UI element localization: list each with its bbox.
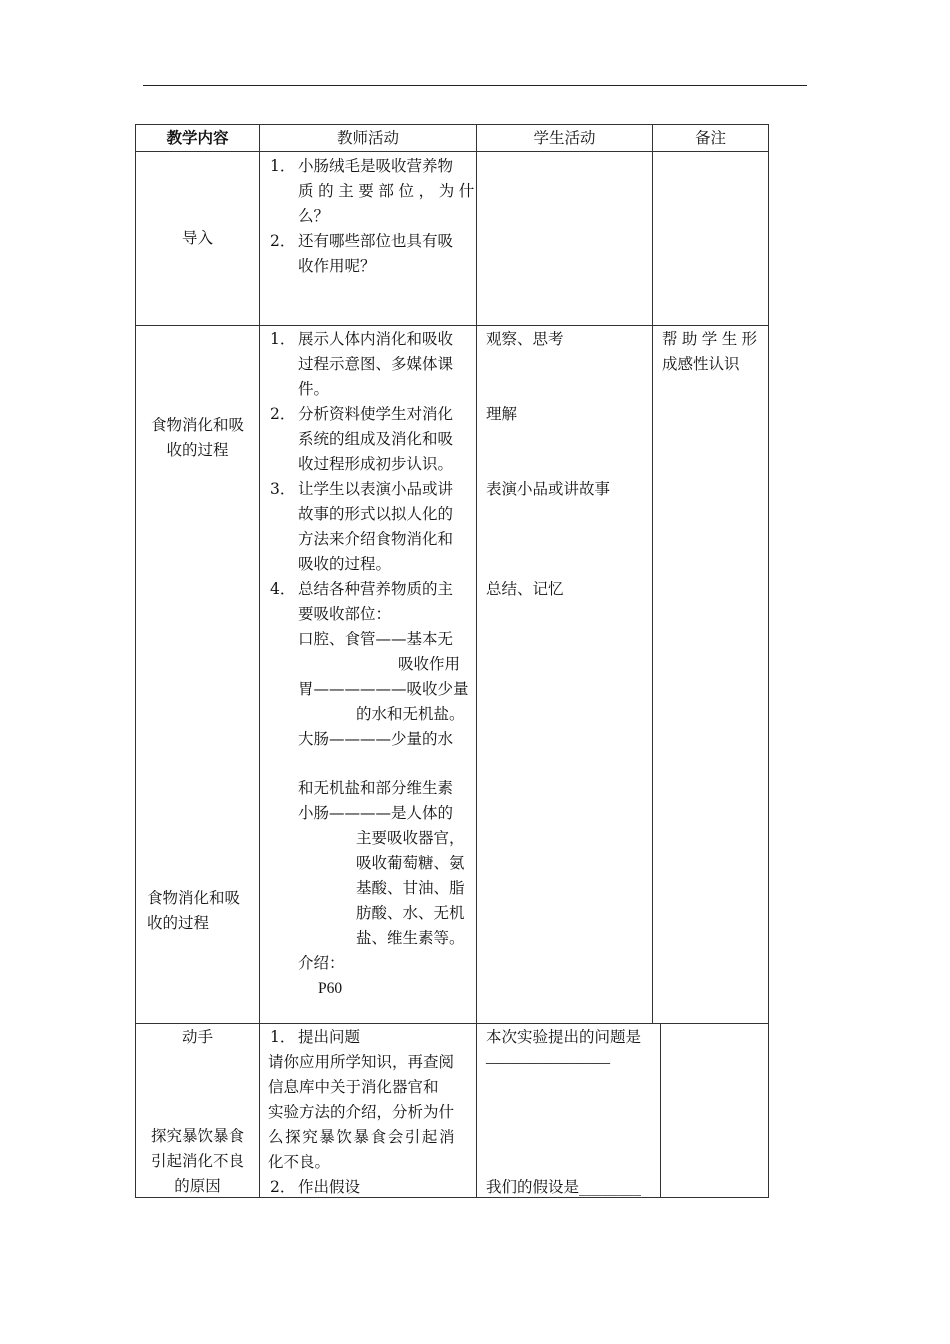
organ-small-intestine: 主要吸收器官，	[356, 829, 465, 847]
process-item-1-num: 1．	[270, 330, 296, 348]
organ-small-intestine: 吸收葡萄糖、氨	[356, 854, 465, 872]
col-divider-1	[259, 125, 260, 1198]
student-question-blank[interactable]: ________________	[486, 1049, 610, 1066]
process-label-bottom: 收的过程	[147, 914, 210, 932]
process-item-4-num: 4．	[270, 580, 296, 598]
organ-stomach: 的水和无机盐。	[356, 705, 465, 723]
student-question-prompt: 本次实验提出的问题是	[486, 1028, 642, 1046]
student-activity-observe: 观察、思考	[486, 330, 564, 348]
experiment-item-2-num: 2．	[270, 1178, 296, 1196]
col-divider-2	[476, 125, 477, 1198]
experiment-item-1-line: 化不良。	[268, 1153, 331, 1171]
organ-small-intestine: 基酸、甘油、脂	[356, 879, 465, 897]
header-teacher: 教师活动	[336, 129, 399, 147]
notes-line: 成感性认识	[662, 355, 740, 373]
col-divider-3b	[660, 1023, 661, 1198]
process-item-1-line: 展示人体内消化和吸收	[298, 330, 454, 348]
intro-label: 导入	[181, 229, 213, 247]
process-label-top: 食物消化和吸	[150, 416, 244, 434]
lesson-table	[135, 124, 769, 1198]
student-activity-perform: 表演小品或讲故事	[486, 480, 611, 498]
intro-item-1-line: 么？	[298, 207, 330, 225]
process-item-1-line: 过程示意图、多媒体课	[298, 355, 454, 373]
intro-item-1-num: 1．	[270, 157, 296, 175]
student-hypothesis-prompt[interactable]: 我们的假设是________	[486, 1178, 642, 1196]
intro-item-2-line: 收作用呢？	[298, 257, 376, 275]
header-content: 教学内容	[166, 128, 229, 147]
process-item-3-line: 让学生以表演小品或讲	[298, 480, 454, 498]
header-student: 学生活动	[533, 129, 596, 147]
col-divider-3	[652, 125, 653, 1023]
row-divider-intro	[136, 325, 768, 326]
intro-ref-label: 介绍：	[298, 954, 345, 972]
student-activity-understand: 理解	[486, 405, 518, 423]
header-notes: 备注	[694, 129, 726, 147]
experiment-label: 引起消化不良	[150, 1152, 244, 1170]
page-reference: P60	[318, 980, 343, 997]
process-item-3-line: 吸收的过程。	[298, 555, 392, 573]
process-item-4-line: 要吸收部位：	[298, 605, 392, 623]
organ-small-intestine: 肪酸、水、无机	[356, 904, 465, 922]
process-label-bottom: 食物消化和吸	[147, 889, 241, 907]
organ-mouth: 口腔、食管——基本无	[298, 630, 454, 648]
organ-large-intestine: 大肠————少量的水	[298, 730, 454, 748]
process-label-top: 收的过程	[166, 441, 229, 459]
experiment-item-1-line: 么探究暴饮暴食会引起消	[268, 1128, 457, 1146]
student-activity-summarize: 总结、记忆	[486, 580, 564, 598]
experiment-item-2-title: 作出假设	[298, 1178, 361, 1196]
process-item-2-line: 分析资料使学生对消化	[298, 405, 454, 423]
process-item-3-line: 故事的形式以拟人化的	[298, 505, 454, 523]
process-item-4-line: 总结各种营养物质的主	[298, 580, 454, 598]
intro-item-1-line: 质的主要部位，为什	[298, 182, 479, 200]
process-item-2-num: 2．	[270, 405, 296, 423]
row-divider-process	[136, 1023, 768, 1024]
experiment-label-hands-on: 动手	[181, 1028, 213, 1046]
process-item-2-line: 系统的组成及消化和吸	[298, 430, 454, 448]
organ-small-intestine: 盐、维生素等。	[356, 929, 465, 947]
intro-item-1-line: 小肠绒毛是吸收营养物	[298, 157, 454, 175]
intro-item-2-num: 2．	[270, 232, 296, 250]
experiment-item-1-line: 实验方法的介绍，分析为什	[268, 1103, 455, 1121]
organ-mouth: 吸收作用	[398, 655, 461, 673]
experiment-item-1-line: 请你应用所学知识，再查阅	[268, 1053, 455, 1071]
process-item-3-line: 方法来介绍食物消化和	[298, 530, 454, 548]
process-item-1-line: 件。	[298, 380, 330, 398]
notes-line: 帮助学生形	[662, 330, 762, 348]
experiment-label: 探究暴饮暴食	[150, 1127, 244, 1145]
organ-large-intestine: 和无机盐和部分维生素	[298, 779, 454, 797]
experiment-item-1-num: 1．	[270, 1028, 296, 1046]
experiment-item-1-line: 信息库中关于消化器官和	[268, 1078, 439, 1096]
row-divider-header	[136, 151, 768, 152]
process-item-3-num: 3．	[270, 480, 296, 498]
process-item-2-line: 收过程形成初步认识。	[298, 455, 454, 473]
experiment-label: 的原因	[174, 1177, 221, 1195]
organ-stomach: 胃——————吸收少量	[298, 680, 469, 698]
header-rule	[143, 85, 807, 86]
experiment-item-1-title: 提出问题	[298, 1028, 361, 1046]
organ-small-intestine: 小肠————是人体的	[298, 804, 454, 822]
intro-item-2-line: 还有哪些部位也具有吸	[298, 232, 454, 250]
